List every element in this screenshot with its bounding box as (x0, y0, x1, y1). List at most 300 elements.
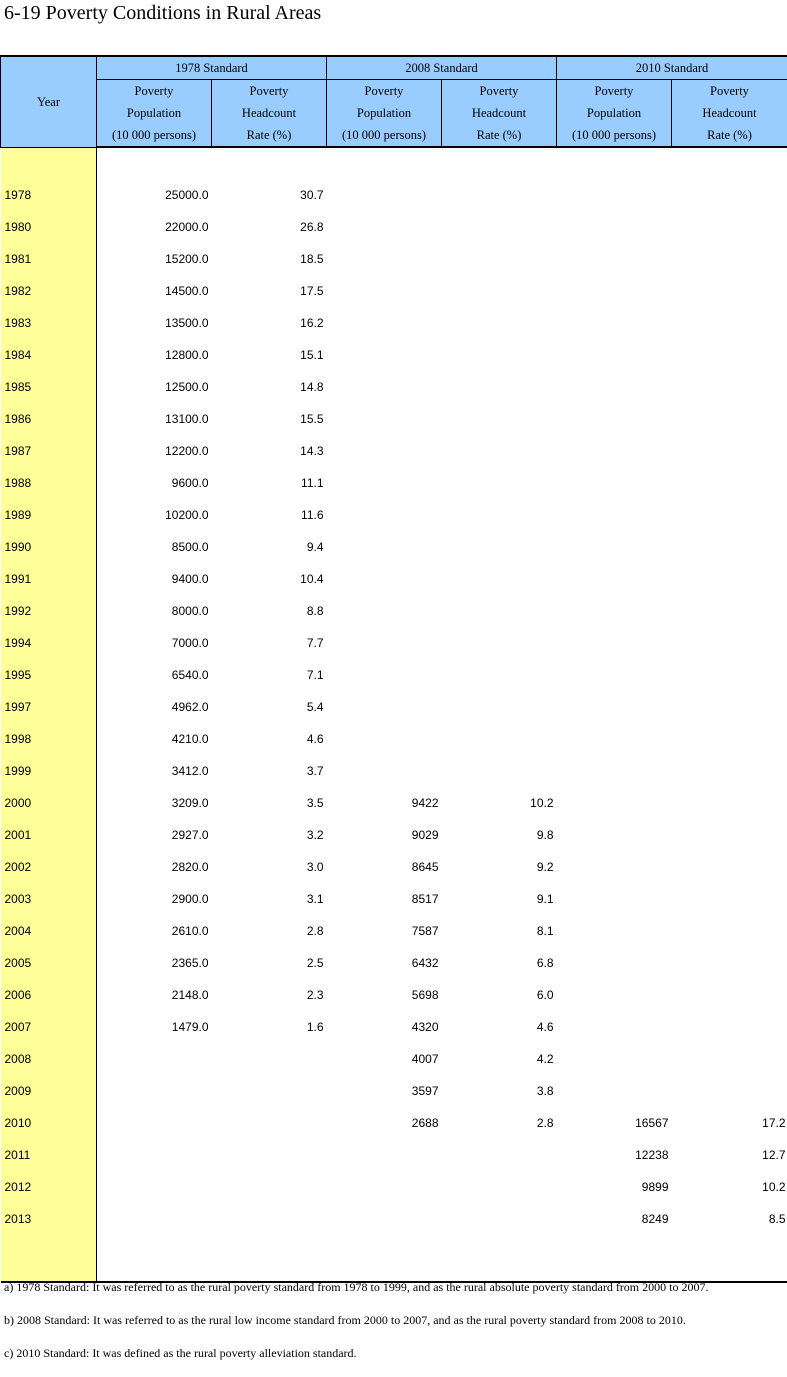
header-text-line: Rate (%) (442, 124, 556, 146)
table-row (1, 595, 787, 627)
table-row (1, 1011, 787, 1043)
pop-1978-cell: 25000.0 (97, 179, 212, 211)
rate-1978-cell: 3.7 (212, 755, 327, 787)
pop-2008-cell (327, 1171, 442, 1203)
rate-1978-cell: 7.1 (212, 659, 327, 691)
rate-1978-cell: 17.5 (212, 275, 327, 307)
rate-1978-cell (212, 1203, 327, 1235)
poverty-population-header-1978 (97, 80, 212, 148)
year-column-header: Year (1, 56, 97, 147)
rate-2010-cell (672, 531, 787, 563)
empty-cell (212, 147, 327, 179)
table-row (1, 1139, 787, 1171)
rate-2010-cell: 12.7 (672, 1139, 787, 1171)
table-row (1, 1075, 787, 1107)
pop-2008-cell (327, 1139, 442, 1171)
year-cell: 2004 (1, 915, 97, 947)
pop-2008-cell (327, 1203, 442, 1235)
empty-cell (97, 1235, 212, 1282)
header-text-line: Poverty (672, 80, 787, 102)
year-cell: 1987 (1, 435, 97, 467)
year-cell: 1986 (1, 403, 97, 435)
rate-2008-cell (442, 659, 557, 691)
pop-2008-cell (327, 723, 442, 755)
pop-2010-cell (557, 339, 672, 371)
pop-2008-cell (327, 211, 442, 243)
rate-1978-cell: 15.1 (212, 339, 327, 371)
poverty-rate-header-2010 (672, 80, 787, 148)
table-row (1, 371, 787, 403)
rate-2008-cell (442, 403, 557, 435)
footnote-c: c) 2010 Standard: It was defined as the rural poverty alleviation standard. (4, 1344, 784, 1377)
pop-2010-cell (557, 659, 672, 691)
rate-1978-cell: 1.6 (212, 1011, 327, 1043)
pop-1978-cell: 1479.0 (97, 1011, 212, 1043)
table-row (1, 691, 787, 723)
pop-1978-cell: 7000.0 (97, 627, 212, 659)
rate-2008-cell (442, 595, 557, 627)
table-row (1, 1171, 787, 1203)
rate-1978-cell: 3.0 (212, 851, 327, 883)
rate-2008-cell (442, 371, 557, 403)
table-row (1, 1107, 787, 1139)
header-text-line: Headcount (672, 102, 787, 124)
rate-2010-cell (672, 691, 787, 723)
pop-2010-cell (557, 1011, 672, 1043)
pop-2010-cell (557, 883, 672, 915)
pop-2010-cell (557, 275, 672, 307)
rate-2008-cell (442, 563, 557, 595)
rate-2008-cell: 4.2 (442, 1043, 557, 1075)
rate-1978-cell: 14.3 (212, 435, 327, 467)
pop-1978-cell (97, 1203, 212, 1235)
year-cell: 2002 (1, 851, 97, 883)
table-body (1, 147, 787, 1282)
table-row (1, 307, 787, 339)
rate-2010-cell (672, 819, 787, 851)
pop-2010-cell (557, 787, 672, 819)
pop-1978-cell: 13100.0 (97, 403, 212, 435)
rate-1978-cell: 3.2 (212, 819, 327, 851)
rate-2008-cell (442, 179, 557, 211)
empty-cell (442, 147, 557, 179)
pop-2010-cell (557, 1043, 672, 1075)
rate-2010-cell (672, 947, 787, 979)
pop-2010-cell (557, 211, 672, 243)
pop-2008-cell (327, 659, 442, 691)
year-cell: 1989 (1, 499, 97, 531)
pop-1978-cell: 3209.0 (97, 787, 212, 819)
rate-2010-cell: 8.5 (672, 1203, 787, 1235)
rate-1978-cell: 2.5 (212, 947, 327, 979)
group-header-2008: 2008 Standard (327, 56, 557, 80)
pop-1978-cell: 22000.0 (97, 211, 212, 243)
table-row (1, 467, 787, 499)
rate-2008-cell (442, 627, 557, 659)
pop-2008-cell (327, 307, 442, 339)
rate-2010-cell (672, 979, 787, 1011)
rate-2008-cell: 2.8 (442, 1107, 557, 1139)
pop-2008-cell: 4007 (327, 1043, 442, 1075)
rate-2010-cell (672, 787, 787, 819)
rate-2008-cell (442, 1139, 557, 1171)
header-text-line: Population (97, 102, 211, 124)
year-cell: 1984 (1, 339, 97, 371)
rate-1978-cell (212, 1043, 327, 1075)
table-row (1, 275, 787, 307)
poverty-population-header-2010 (557, 80, 672, 148)
rate-2010-cell (672, 211, 787, 243)
header-text-line: Poverty (442, 80, 556, 102)
rate-2010-cell (672, 275, 787, 307)
pop-2010-cell (557, 243, 672, 275)
year-cell: 1982 (1, 275, 97, 307)
pop-1978-cell: 10200.0 (97, 499, 212, 531)
rate-2008-cell (442, 435, 557, 467)
rate-2008-cell (442, 1171, 557, 1203)
pop-2010-cell: 16567 (557, 1107, 672, 1139)
pop-2010-cell (557, 979, 672, 1011)
tail-row (1, 1235, 787, 1282)
poverty-table-container (0, 55, 787, 1283)
rate-2010-cell (672, 1075, 787, 1107)
rate-1978-cell: 15.5 (212, 403, 327, 435)
table-row (1, 947, 787, 979)
rate-2008-cell: 9.8 (442, 819, 557, 851)
table-row (1, 819, 787, 851)
pop-1978-cell: 13500.0 (97, 307, 212, 339)
year-cell: 1990 (1, 531, 97, 563)
pop-2008-cell (327, 467, 442, 499)
pop-2008-cell (327, 563, 442, 595)
table-row (1, 435, 787, 467)
rate-2008-cell (442, 691, 557, 723)
pop-2008-cell (327, 339, 442, 371)
rate-1978-cell: 11.1 (212, 467, 327, 499)
year-cell: 1978 (1, 179, 97, 211)
year-cell-empty (1, 147, 97, 179)
pop-2008-cell (327, 499, 442, 531)
pop-2008-cell (327, 243, 442, 275)
header-text-line: Poverty (557, 80, 671, 102)
rate-2010-cell (672, 243, 787, 275)
rate-2008-cell (442, 531, 557, 563)
empty-cell (672, 147, 787, 179)
year-cell: 2011 (1, 1139, 97, 1171)
spacer-row (1, 147, 787, 179)
year-cell: 1981 (1, 243, 97, 275)
rate-2010-cell (672, 915, 787, 947)
rate-2010-cell (672, 371, 787, 403)
table-row (1, 883, 787, 915)
pop-1978-cell: 12200.0 (97, 435, 212, 467)
empty-cell (672, 1235, 787, 1282)
pop-2010-cell (557, 467, 672, 499)
header-text-line: Headcount (212, 102, 326, 124)
empty-cell (212, 1235, 327, 1282)
rate-2008-cell: 3.8 (442, 1075, 557, 1107)
pop-2008-cell: 2688 (327, 1107, 442, 1139)
year-cell: 1995 (1, 659, 97, 691)
header-text-line: Headcount (442, 102, 556, 124)
table-row (1, 339, 787, 371)
year-cell: 1998 (1, 723, 97, 755)
pop-2010-cell (557, 595, 672, 627)
pop-2010-cell (557, 531, 672, 563)
table-row (1, 1203, 787, 1235)
rate-2010-cell (672, 1043, 787, 1075)
header-text-line: Rate (%) (672, 124, 787, 146)
year-cell: 1999 (1, 755, 97, 787)
pop-2008-cell (327, 595, 442, 627)
pop-2010-cell: 12238 (557, 1139, 672, 1171)
pop-2008-cell (327, 531, 442, 563)
rate-2010-cell (672, 755, 787, 787)
rate-1978-cell: 2.8 (212, 915, 327, 947)
rate-2008-cell: 10.2 (442, 787, 557, 819)
footnote-b: b) 2008 Standard: It was referred to as the rural low income standard from 2000 to 2007, and as the rural poverty standard from 2008 to 2010. (4, 1311, 784, 1344)
year-cell: 1980 (1, 211, 97, 243)
empty-cell (97, 147, 212, 179)
pop-1978-cell (97, 1171, 212, 1203)
pop-1978-cell (97, 1043, 212, 1075)
pop-2008-cell (327, 755, 442, 787)
table-row (1, 979, 787, 1011)
rate-1978-cell: 4.6 (212, 723, 327, 755)
pop-1978-cell: 2927.0 (97, 819, 212, 851)
table-row (1, 787, 787, 819)
pop-1978-cell: 2900.0 (97, 883, 212, 915)
rate-2008-cell (442, 755, 557, 787)
table-row (1, 915, 787, 947)
pop-2008-cell (327, 275, 442, 307)
rate-1978-cell: 9.4 (212, 531, 327, 563)
pop-1978-cell: 8500.0 (97, 531, 212, 563)
pop-2008-cell (327, 371, 442, 403)
rate-2010-cell (672, 179, 787, 211)
year-cell: 1992 (1, 595, 97, 627)
table-row (1, 179, 787, 211)
pop-1978-cell: 12800.0 (97, 339, 212, 371)
rate-1978-cell: 2.3 (212, 979, 327, 1011)
year-cell: 2013 (1, 1203, 97, 1235)
pop-1978-cell: 2610.0 (97, 915, 212, 947)
year-cell: 2007 (1, 1011, 97, 1043)
year-cell: 2012 (1, 1171, 97, 1203)
pop-1978-cell (97, 1139, 212, 1171)
pop-2008-cell: 8645 (327, 851, 442, 883)
year-cell: 2009 (1, 1075, 97, 1107)
rate-2010-cell (672, 307, 787, 339)
header-text-line: Population (557, 102, 671, 124)
empty-cell (557, 147, 672, 179)
pop-2010-cell (557, 1075, 672, 1107)
table-row (1, 755, 787, 787)
pop-1978-cell: 4962.0 (97, 691, 212, 723)
poverty-rate-header-2008 (442, 80, 557, 148)
rate-2008-cell (442, 467, 557, 499)
rate-2010-cell: 17.2 (672, 1107, 787, 1139)
rate-2008-cell: 6.8 (442, 947, 557, 979)
rate-2008-cell (442, 243, 557, 275)
rate-2008-cell (442, 307, 557, 339)
table-row (1, 1043, 787, 1075)
table-row (1, 403, 787, 435)
pop-1978-cell: 9400.0 (97, 563, 212, 595)
year-cell: 1983 (1, 307, 97, 339)
rate-2010-cell (672, 595, 787, 627)
empty-cell (557, 1235, 672, 1282)
pop-2008-cell: 4320 (327, 1011, 442, 1043)
page-title: 6-19 Poverty Conditions in Rural Areas (4, 2, 321, 25)
pop-2010-cell (557, 499, 672, 531)
rate-2010-cell: 10.2 (672, 1171, 787, 1203)
pop-2010-cell (557, 307, 672, 339)
table-row (1, 499, 787, 531)
pop-2010-cell (557, 563, 672, 595)
year-cell: 1988 (1, 467, 97, 499)
rate-1978-cell: 26.8 (212, 211, 327, 243)
pop-1978-cell (97, 1075, 212, 1107)
pop-2010-cell (557, 819, 672, 851)
pop-2010-cell (557, 371, 672, 403)
pop-1978-cell: 2365.0 (97, 947, 212, 979)
rate-1978-cell: 30.7 (212, 179, 327, 211)
table-row (1, 243, 787, 275)
pop-2008-cell: 5698 (327, 979, 442, 1011)
pop-2008-cell (327, 179, 442, 211)
year-cell: 1997 (1, 691, 97, 723)
pop-1978-cell: 14500.0 (97, 275, 212, 307)
header-text-line: (10 000 persons) (327, 124, 441, 146)
pop-2008-cell (327, 691, 442, 723)
group-header-1978: 1978 Standard (97, 56, 327, 80)
table-row (1, 723, 787, 755)
rate-1978-cell: 11.6 (212, 499, 327, 531)
rate-2010-cell (672, 435, 787, 467)
rate-2008-cell (442, 1203, 557, 1235)
year-cell: 2005 (1, 947, 97, 979)
header-text-line: Poverty (212, 80, 326, 102)
pop-1978-cell: 15200.0 (97, 243, 212, 275)
table-row (1, 531, 787, 563)
rate-2008-cell: 6.0 (442, 979, 557, 1011)
poverty-population-header-2008 (327, 80, 442, 148)
pop-1978-cell: 9600.0 (97, 467, 212, 499)
year-cell: 2010 (1, 1107, 97, 1139)
sub-header-row (1, 80, 787, 148)
pop-2010-cell (557, 851, 672, 883)
pop-2010-cell (557, 691, 672, 723)
rate-1978-cell: 3.5 (212, 787, 327, 819)
group-header-2010: 2010 Standard (557, 56, 787, 80)
rate-2010-cell (672, 563, 787, 595)
footnote-a: a) 1978 Standard: It was referred to as the rural poverty standard from 1978 to 1999, and as the rural absolute poverty standard from 2000 to 2007. (4, 1278, 784, 1311)
rate-2008-cell (442, 723, 557, 755)
rate-1978-cell: 3.1 (212, 883, 327, 915)
pop-1978-cell: 2148.0 (97, 979, 212, 1011)
pop-2010-cell (557, 723, 672, 755)
year-cell: 1985 (1, 371, 97, 403)
empty-cell (327, 1235, 442, 1282)
rate-1978-cell: 18.5 (212, 243, 327, 275)
table-row (1, 851, 787, 883)
year-cell: 2003 (1, 883, 97, 915)
pop-1978-cell: 2820.0 (97, 851, 212, 883)
rate-2010-cell (672, 627, 787, 659)
rate-2010-cell (672, 339, 787, 371)
rate-1978-cell: 7.7 (212, 627, 327, 659)
rate-2010-cell (672, 883, 787, 915)
empty-cell (442, 1235, 557, 1282)
pop-2010-cell (557, 435, 672, 467)
rate-1978-cell: 8.8 (212, 595, 327, 627)
header-text-line: Population (327, 102, 441, 124)
year-cell: 1991 (1, 563, 97, 595)
pop-2008-cell: 3597 (327, 1075, 442, 1107)
year-cell: 2008 (1, 1043, 97, 1075)
empty-cell (327, 147, 442, 179)
footnotes (4, 1278, 784, 1377)
pop-2008-cell: 9422 (327, 787, 442, 819)
pop-2008-cell: 7587 (327, 915, 442, 947)
pop-2010-cell: 8249 (557, 1203, 672, 1235)
rate-2008-cell: 9.1 (442, 883, 557, 915)
rate-2010-cell (672, 851, 787, 883)
rate-2010-cell (672, 467, 787, 499)
rate-2010-cell (672, 659, 787, 691)
rate-2010-cell (672, 1011, 787, 1043)
rate-1978-cell: 5.4 (212, 691, 327, 723)
year-cell: 2006 (1, 979, 97, 1011)
table-row (1, 211, 787, 243)
year-cell: 2000 (1, 787, 97, 819)
pop-2010-cell (557, 403, 672, 435)
rate-2010-cell (672, 403, 787, 435)
pop-1978-cell: 6540.0 (97, 659, 212, 691)
rate-1978-cell: 14.8 (212, 371, 327, 403)
table-row (1, 563, 787, 595)
pop-2008-cell: 8517 (327, 883, 442, 915)
pop-1978-cell: 12500.0 (97, 371, 212, 403)
poverty-rate-header-1978 (212, 80, 327, 148)
pop-2010-cell (557, 915, 672, 947)
year-cell: 1994 (1, 627, 97, 659)
rate-2008-cell: 9.2 (442, 851, 557, 883)
pop-2008-cell (327, 435, 442, 467)
year-cell: 2001 (1, 819, 97, 851)
rate-1978-cell: 10.4 (212, 563, 327, 595)
rate-1978-cell (212, 1171, 327, 1203)
rate-1978-cell (212, 1075, 327, 1107)
pop-2010-cell (557, 947, 672, 979)
rate-2010-cell (672, 499, 787, 531)
pop-2008-cell: 9029 (327, 819, 442, 851)
table-row (1, 627, 787, 659)
rate-1978-cell (212, 1139, 327, 1171)
year-cell-empty (1, 1235, 97, 1282)
pop-2010-cell (557, 179, 672, 211)
pop-1978-cell: 3412.0 (97, 755, 212, 787)
pop-1978-cell: 8000.0 (97, 595, 212, 627)
header-text-line: (10 000 persons) (557, 124, 671, 146)
pop-2010-cell (557, 627, 672, 659)
rate-2008-cell (442, 211, 557, 243)
rate-2008-cell (442, 499, 557, 531)
table-header (1, 56, 787, 147)
rate-2008-cell (442, 275, 557, 307)
pop-1978-cell: 4210.0 (97, 723, 212, 755)
